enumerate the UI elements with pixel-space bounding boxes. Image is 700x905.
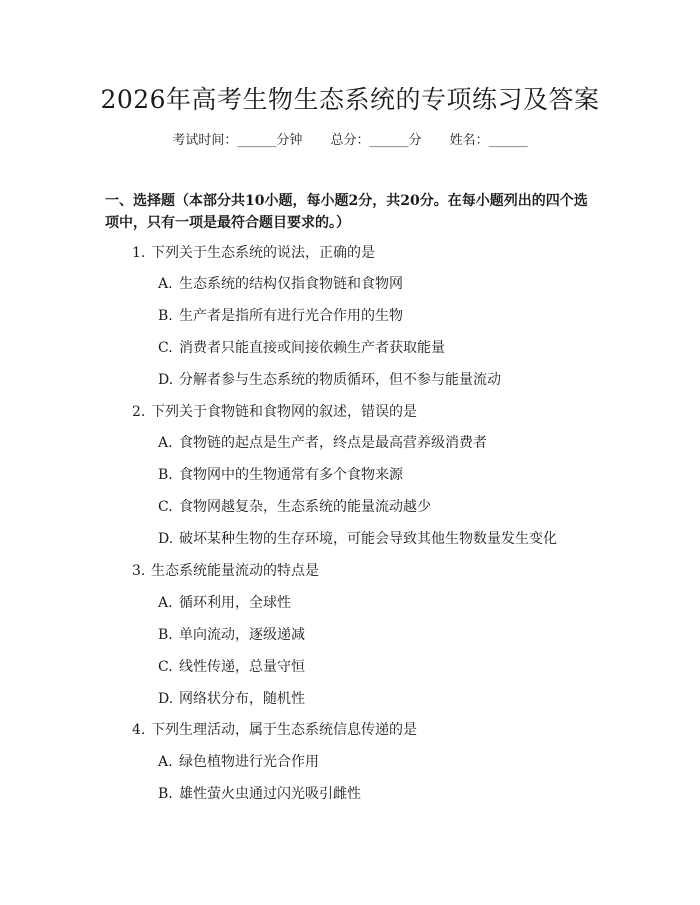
answer-option (158, 306, 403, 326)
option-letter: C. (158, 340, 173, 356)
question-text: 下列关于食物链和食物网的叙述，错误的是 (151, 404, 417, 420)
exam-info-line (0, 132, 700, 150)
option-text: 消费者只能直接或间接依赖生产者获取能量 (179, 340, 445, 356)
answer-option (158, 752, 319, 772)
option-letter: C. (158, 659, 173, 675)
answer-option (158, 784, 361, 804)
option-letter: D. (158, 691, 174, 707)
option-letter: A. (158, 435, 173, 451)
exam-time-field (172, 132, 302, 150)
question-stem (132, 402, 417, 422)
answer-option (158, 338, 445, 358)
exam-time-blank: ______ (237, 133, 277, 148)
answer-option (158, 274, 403, 294)
student-name-blank: ______ (488, 133, 528, 148)
question-number: 4. (132, 722, 146, 738)
option-text: 生产者是指所有进行光合作用的生物 (179, 308, 403, 324)
option-text: 生态系统的结构仅指食物链和食物网 (179, 276, 403, 292)
option-text: 循环利用，全球性 (179, 595, 291, 611)
option-text: 单向流动，逐级递减 (179, 627, 305, 643)
page-title: 2026年高考生物生态系统的专项练习及答案 (100, 85, 600, 114)
student-name-label: 姓名： (449, 133, 489, 148)
option-text: 绿色植物进行光合作用 (179, 754, 319, 770)
question-stem (132, 720, 417, 740)
option-text: 破坏某种生物的生存环境，可能会导致其他生物数量发生变化 (179, 531, 557, 547)
section-heading: 一、选择题（本部分共10小题，每小题2分，共20分。在每小题列出的四个选项中，只有一项是最符合题目要求的。） (105, 193, 588, 231)
question-text: 生态系统能量流动的特点是 (151, 563, 319, 579)
option-letter: D. (158, 531, 174, 547)
answer-option (158, 625, 305, 645)
exam-time-unit: 分钟 (276, 133, 303, 148)
answer-option (158, 497, 431, 517)
option-text: 雄性萤火虫通过闪光吸引雌性 (179, 786, 361, 802)
answer-option (158, 529, 557, 549)
total-score-label: 总分： (330, 133, 370, 148)
option-text: 网络状分布，随机性 (179, 691, 305, 707)
option-letter: A. (158, 276, 173, 292)
answer-option (158, 689, 305, 709)
option-text: 线性传递，总量守恒 (179, 659, 305, 675)
student-name-field (450, 132, 528, 150)
option-letter: A. (158, 595, 173, 611)
option-letter: A. (158, 754, 173, 770)
question-text: 下列生理活动，属于生态系统信息传递的是 (151, 722, 417, 738)
question-number: 2. (132, 404, 146, 420)
question-stem (132, 243, 375, 263)
option-letter: B. (158, 786, 173, 802)
total-score-field (330, 132, 421, 150)
option-letter: D. (158, 372, 174, 388)
exam-time-label: 考试时间： (172, 133, 238, 148)
total-score-unit: 分 (408, 133, 422, 148)
option-letter: B. (158, 308, 173, 324)
question-text: 下列关于生态系统的说法，正确的是 (151, 245, 375, 261)
answer-option (158, 657, 305, 677)
option-text: 分解者参与生态系统的物质循环，但不参与能量流动 (179, 372, 501, 388)
option-text: 食物网中的生物通常有多个食物来源 (179, 467, 403, 483)
question-number: 3. (132, 563, 146, 579)
option-text: 食物链的起点是生产者，终点是最高营养级消费者 (179, 435, 487, 451)
question-number: 1. (132, 245, 146, 261)
answer-option (158, 465, 403, 485)
option-text: 食物网越复杂，生态系统的能量流动越少 (179, 499, 431, 515)
answer-option (158, 433, 487, 453)
answer-option (158, 370, 501, 390)
question-stem (132, 561, 319, 581)
option-letter: C. (158, 499, 173, 515)
option-letter: B. (158, 467, 173, 483)
total-score-blank: ______ (369, 133, 409, 148)
option-letter: B. (158, 627, 173, 643)
answer-option (158, 593, 291, 613)
